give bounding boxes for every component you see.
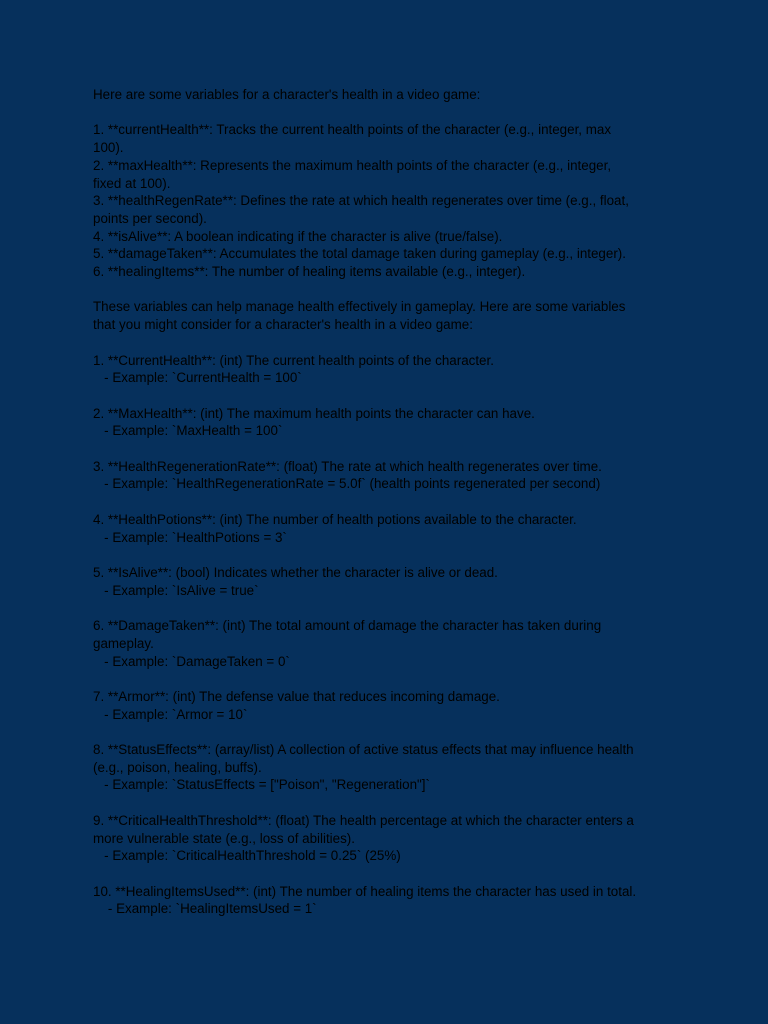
text-line: - Example: `DamageTaken = 0` [93, 653, 290, 669]
text-line: 100). [93, 140, 124, 156]
text-line: These variables can help manage health effectively in gameplay. Here are some variables [93, 299, 626, 315]
text-line [93, 387, 678, 405]
text-line: 1. **CurrentHealth**: (int) The current health points of the character. [93, 352, 494, 368]
text-line [93, 440, 678, 458]
text-line: - Example: `Armor = 10` [93, 706, 248, 722]
text-line: - Example: `CurrentHealth = 100` [93, 370, 302, 386]
text-line: 10. **HealingItemsUsed**: (int) The number of healing items the character has used in total. [93, 883, 637, 899]
text-line: 7. **Armor**: (int) The defense value that reduces incoming damage. [93, 688, 500, 704]
text-line: 6. **DamageTaken**: (int) The total amount of damage the character has taken during [93, 618, 602, 634]
text-line: 9. **CriticalHealthThreshold**: (float) The health percentage at which the character enters a [93, 812, 634, 828]
text-line: - Example: `CriticalHealthThreshold = 0.25` (25%) [93, 848, 401, 864]
text-line: 4. **isAlive**: A boolean indicating if the character is alive (true/false). [93, 228, 503, 244]
text-line [93, 281, 678, 299]
text-line [93, 334, 678, 352]
text-line: more vulnerable state (e.g., loss of abilities). [93, 830, 355, 846]
text-line: 3. **healthRegenRate**: Defines the rate at which health regenerates over time (e.g., float, [93, 193, 629, 209]
text-line: - Example: `MaxHealth = 100` [93, 423, 283, 439]
text-line: fixed at 100). [93, 175, 171, 191]
text-line: that you might consider for a character's health in a video game: [93, 317, 473, 333]
text-line [93, 104, 678, 122]
text-line: - Example: `IsAlive = true` [93, 582, 259, 598]
text-line [93, 493, 678, 511]
text-line: 1. **currentHealth**: Tracks the current health points of the character (e.g., integer, max [93, 122, 612, 138]
text-line: 4. **HealthPotions**: (int) The number of health potions available to the character. [93, 511, 577, 527]
text-line: gameplay. [93, 635, 154, 651]
text-line [93, 670, 678, 688]
text-line [93, 723, 678, 741]
text-line [93, 599, 678, 617]
text-line: - Example: `HealthPotions = 3` [93, 529, 287, 545]
text-line: - Example: `StatusEffects = ["Poison", "Regeneration"]` [93, 777, 430, 793]
text-line: 6. **healingItems**: The number of healing items available (e.g., integer). [93, 264, 526, 280]
document-text [93, 86, 678, 918]
text-line: 8. **StatusEffects**: (array/list) A collection of active status effects that may influence health [93, 742, 634, 758]
text-line: 2. **MaxHealth**: (int) The maximum health points the character can have. [93, 405, 535, 421]
text-line: 5. **damageTaken**: Accumulates the total damage taken during gameplay (e.g., integer). [93, 246, 626, 262]
text-line: 2. **maxHealth**: Represents the maximum health points of the character (e.g., integer, [93, 157, 612, 173]
text-line [93, 794, 678, 812]
text-line: Here are some variables for a character's health in a video game: [93, 87, 481, 102]
text-line: points per second). [93, 210, 207, 226]
text-line: (e.g., poison, healing, buffs). [93, 759, 262, 775]
text-line: - Example: `HealthRegenerationRate = 5.0f` (health points regenerated per second) [93, 476, 601, 492]
text-line [93, 865, 678, 883]
text-line: - Example: `HealingItemsUsed = 1` [93, 901, 317, 917]
text-line: 3. **HealthRegenerationRate**: (float) The rate at which health regenerates over time. [93, 458, 602, 474]
text-line: 5. **IsAlive**: (bool) Indicates whether the character is alive or dead. [93, 564, 498, 580]
text-line [93, 546, 678, 564]
